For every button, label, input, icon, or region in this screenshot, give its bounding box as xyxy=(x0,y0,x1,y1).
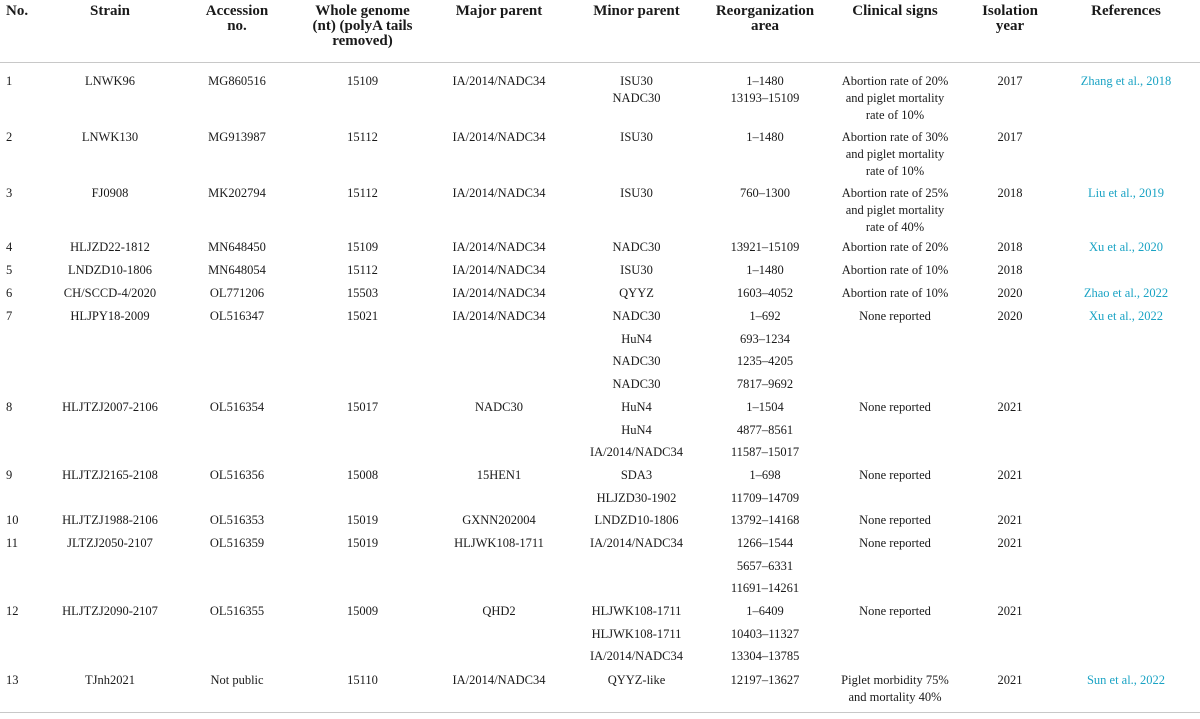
cell-line: and piglet mortality xyxy=(845,147,945,161)
header-line: Clinical signs xyxy=(852,3,938,19)
cell-minor xyxy=(573,512,700,529)
cell-line: SDA3 xyxy=(620,468,653,482)
cell-line: None reported xyxy=(859,468,931,482)
cell-major: IA/2014/NADC34 xyxy=(452,286,546,300)
cell-year: 2021 xyxy=(997,673,1023,687)
cell-genome: 15109 xyxy=(346,240,379,254)
cell-signs xyxy=(830,399,960,416)
header-line: no. xyxy=(227,18,247,34)
cell-line: 1–1504 xyxy=(746,400,784,414)
cell-line: 11709–14709 xyxy=(730,490,800,505)
cell-line: 1–698 xyxy=(749,468,781,482)
header-line: Accession xyxy=(205,3,269,19)
cell-area xyxy=(700,185,830,202)
cell-area xyxy=(700,73,830,107)
cell-area xyxy=(700,512,830,529)
cell-line: 13792–14168 xyxy=(730,513,800,527)
cell-signs xyxy=(830,73,960,124)
cell-line: 12197–13627 xyxy=(730,673,800,687)
cell-no: 3 xyxy=(6,186,13,200)
cell-line: 1–1480 xyxy=(746,74,784,88)
header-genome xyxy=(300,4,425,49)
cell-accession: OL516359 xyxy=(209,536,265,550)
cell-strain: LNWK96 xyxy=(85,74,135,88)
cell-line: ISU30 xyxy=(620,74,653,88)
cell-signs xyxy=(830,467,960,484)
header-line: removed) xyxy=(332,33,393,49)
cell-line: rate of 40% xyxy=(865,220,925,234)
cell-accession: OL516347 xyxy=(209,309,265,323)
cell-line: NADC30 xyxy=(612,376,661,391)
cell-strain: JLTZJ2050-2107 xyxy=(67,536,153,550)
cell-no: 7 xyxy=(6,309,13,323)
cell-no: 9 xyxy=(6,468,13,482)
cell-line: IA/2014/NADC34 xyxy=(589,649,684,664)
cell-year: 2018 xyxy=(997,186,1023,200)
header-no xyxy=(6,4,46,19)
cell-line: and piglet mortality xyxy=(845,203,945,217)
cell-line: 7817–9692 xyxy=(736,376,794,391)
header-line: Minor parent xyxy=(593,3,680,19)
cell-year: 2021 xyxy=(997,400,1023,414)
cell-line: HLJWK108-1711 xyxy=(591,604,682,618)
cell-line: QYYZ-like xyxy=(607,673,666,687)
cell-strain: FJ0908 xyxy=(91,186,129,200)
table-rule xyxy=(0,712,1200,713)
cell-year: 2017 xyxy=(997,130,1023,144)
cell-line: and mortality 40% xyxy=(848,690,942,704)
cell-year: 2017 xyxy=(997,74,1023,88)
cell-major: HLJWK108-1711 xyxy=(454,536,544,550)
cell-strain: HLJTZJ2090-2107 xyxy=(62,604,158,618)
cell-minor xyxy=(573,672,700,689)
header-line: year xyxy=(995,18,1025,34)
cell-minor xyxy=(573,239,700,256)
cell-line: Abortion rate of 10% xyxy=(841,263,949,277)
cell-accession: OL516353 xyxy=(209,513,265,527)
cell-accession: OL516354 xyxy=(209,400,265,414)
cell-year: 2021 xyxy=(997,513,1023,527)
cell-genome: 15009 xyxy=(346,604,379,618)
cell-year: 2020 xyxy=(997,286,1023,300)
cell-no: 8 xyxy=(6,400,13,414)
cell-line: 1–1480 xyxy=(746,263,784,277)
cell-minor xyxy=(573,603,700,671)
cell-no: 2 xyxy=(6,130,13,144)
header-signs xyxy=(830,4,960,19)
cell-line: NADC30 xyxy=(612,240,661,254)
cell-major: IA/2014/NADC34 xyxy=(452,130,546,144)
cell-signs xyxy=(830,308,960,325)
cell-line: NADC30 xyxy=(612,91,661,105)
cell-major: IA/2014/NADC34 xyxy=(452,263,546,277)
cell-area xyxy=(700,399,830,467)
cell-area xyxy=(700,672,830,689)
cell-year: 2021 xyxy=(997,536,1023,550)
cell-no: 12 xyxy=(6,604,19,618)
cell-signs xyxy=(830,129,960,180)
cell-accession: OL771206 xyxy=(209,286,265,300)
cell-line: rate of 10% xyxy=(865,164,925,178)
cell-area xyxy=(700,129,830,146)
header-minor xyxy=(573,4,700,19)
cell-major: IA/2014/NADC34 xyxy=(452,309,546,323)
header-line: Strain xyxy=(89,3,130,19)
cell-line: 760–1300 xyxy=(740,186,790,200)
cell-ref[interactable]: Zhao et al., 2022 xyxy=(1083,286,1169,300)
cell-genome: 15017 xyxy=(346,400,379,414)
cell-line: ISU30 xyxy=(620,263,653,277)
cell-no: 5 xyxy=(6,263,13,277)
cell-line: HuN4 xyxy=(621,331,652,346)
cell-line: 1–692 xyxy=(749,309,781,323)
cell-genome: 15112 xyxy=(347,263,378,277)
cell-accession: MG913987 xyxy=(208,130,266,144)
header-major xyxy=(425,4,573,19)
header-line: (nt) (polyA tails xyxy=(312,18,413,34)
cell-no: 6 xyxy=(6,286,13,300)
cell-accession: MN648450 xyxy=(208,240,266,254)
cell-major: IA/2014/NADC34 xyxy=(452,240,546,254)
cell-genome: 15008 xyxy=(346,468,379,482)
cell-major: 15HEN1 xyxy=(476,468,522,482)
cell-line: None reported xyxy=(859,400,931,414)
cell-area xyxy=(700,262,830,279)
cell-accession: OL516356 xyxy=(209,468,265,482)
cell-signs xyxy=(830,535,960,552)
cell-line: HLJWK108-1711 xyxy=(591,626,682,641)
cell-line: rate of 10% xyxy=(865,108,925,122)
cell-line: 13304–13785 xyxy=(730,649,800,664)
cell-signs xyxy=(830,185,960,236)
cell-strain: HLJPY18-2009 xyxy=(70,309,150,323)
cell-line: HLJZD30-1902 xyxy=(596,490,677,505)
cell-minor xyxy=(573,262,700,279)
cell-line: 13193–15109 xyxy=(730,91,800,105)
cell-accession: MG860516 xyxy=(208,74,266,88)
cell-strain: LNDZD10-1806 xyxy=(67,263,152,277)
cell-accession: OL516355 xyxy=(209,604,265,618)
cell-strain: HLJZD22-1812 xyxy=(70,240,150,254)
cell-line: None reported xyxy=(859,536,931,550)
cell-area xyxy=(700,308,830,398)
cell-line: Abortion rate of 30% xyxy=(841,130,949,144)
cell-genome: 15112 xyxy=(347,186,378,200)
cell-line: 1–1480 xyxy=(746,130,784,144)
cell-strain: LNWK130 xyxy=(81,130,139,144)
cell-line: 1235–4205 xyxy=(736,354,794,369)
header-strain xyxy=(46,4,174,19)
cell-line: 1–6409 xyxy=(746,604,784,618)
cell-area xyxy=(700,535,830,603)
cell-line: None reported xyxy=(859,309,931,323)
cell-major: IA/2014/NADC34 xyxy=(452,673,546,687)
cell-line: Abortion rate of 10% xyxy=(841,286,949,300)
cell-line: 13921–15109 xyxy=(730,240,800,254)
cell-line: Abortion rate of 20% xyxy=(841,240,949,254)
cell-line: 1603–4052 xyxy=(736,286,794,300)
cell-accession: MN648054 xyxy=(208,263,266,277)
cell-line: Piglet morbidity 75% xyxy=(841,673,949,687)
cell-line: IA/2014/NADC34 xyxy=(589,536,684,550)
cell-no: 10 xyxy=(6,513,19,527)
cell-genome: 15110 xyxy=(347,673,378,687)
cell-strain: CH/SCCD-4/2020 xyxy=(63,286,157,300)
cell-year: 2018 xyxy=(997,263,1023,277)
cell-genome: 15021 xyxy=(346,309,379,323)
cell-accession: MK202794 xyxy=(208,186,266,200)
cell-no: 11 xyxy=(6,536,19,550)
header-accession xyxy=(174,4,300,34)
cell-line: NADC30 xyxy=(612,354,661,369)
cell-year: 2018 xyxy=(997,240,1023,254)
cell-area xyxy=(700,239,830,256)
cell-line: 10403–11327 xyxy=(730,626,800,641)
header-line: Isolation xyxy=(982,3,1038,19)
cell-line: None reported xyxy=(859,604,931,618)
cell-no: 4 xyxy=(6,240,13,254)
cell-line: ISU30 xyxy=(620,130,653,144)
cell-minor xyxy=(573,399,700,467)
cell-signs xyxy=(830,603,960,620)
cell-ref[interactable]: Xu et al., 2022 xyxy=(1089,309,1163,323)
cell-line: 693–1234 xyxy=(740,331,790,346)
cell-minor xyxy=(573,535,700,552)
cell-line: 11587–15017 xyxy=(730,445,800,460)
cell-line: and piglet mortality xyxy=(845,91,945,105)
cell-genome: 15019 xyxy=(346,513,379,527)
header-line: No. xyxy=(6,3,29,19)
cell-year: 2020 xyxy=(997,309,1023,323)
cell-no: 1 xyxy=(6,74,13,88)
header-area xyxy=(700,4,830,34)
cell-major: IA/2014/NADC34 xyxy=(452,186,546,200)
cell-genome: 15019 xyxy=(346,536,379,550)
cell-line: HuN4 xyxy=(621,422,652,437)
cell-major: GXNN202004 xyxy=(462,513,536,527)
cell-year: 2021 xyxy=(997,468,1023,482)
cell-line: None reported xyxy=(859,513,931,527)
cell-area xyxy=(700,467,830,512)
cell-line: IA/2014/NADC34 xyxy=(589,445,684,460)
header-line: References xyxy=(1091,3,1161,19)
header-line: Major parent xyxy=(455,3,543,19)
cell-genome: 15109 xyxy=(346,74,379,88)
cell-ref[interactable]: Zhang et al., 2018 xyxy=(1080,74,1172,88)
cell-line: LNDZD10-1806 xyxy=(594,513,679,527)
cell-genome: 15112 xyxy=(347,130,378,144)
table-rule xyxy=(0,62,1200,63)
header-line: Whole genome xyxy=(315,3,410,19)
cell-minor xyxy=(573,308,700,398)
cell-line: 11691–14261 xyxy=(730,581,800,596)
cell-minor xyxy=(573,467,700,512)
cell-major: NADC30 xyxy=(475,400,523,414)
cell-no: 13 xyxy=(6,673,19,687)
cell-signs xyxy=(830,285,960,302)
cell-line: 1266–1544 xyxy=(736,536,794,550)
cell-signs xyxy=(830,672,960,706)
cell-minor xyxy=(573,285,700,302)
cell-line: 4877–8561 xyxy=(736,422,794,437)
cell-minor xyxy=(573,129,700,146)
cell-strain: HLJTZJ2007-2106 xyxy=(62,400,158,414)
cell-minor xyxy=(573,73,700,107)
cell-ref[interactable]: Liu et al., 2019 xyxy=(1087,186,1165,200)
cell-line: 5657–6331 xyxy=(736,558,794,573)
cell-strain: TJnh2021 xyxy=(85,673,135,687)
cell-ref[interactable]: Sun et al., 2022 xyxy=(1086,673,1166,687)
cell-minor xyxy=(573,185,700,202)
header-line: Reorganization xyxy=(715,3,815,19)
cell-area xyxy=(700,603,830,671)
cell-signs xyxy=(830,239,960,256)
cell-signs xyxy=(830,512,960,529)
cell-year: 2021 xyxy=(997,604,1023,618)
header-line: area xyxy=(750,18,780,34)
cell-strain: HLJTZJ1988-2106 xyxy=(62,513,158,527)
cell-ref[interactable]: Xu et al., 2020 xyxy=(1089,240,1163,254)
cell-line: Abortion rate of 25% xyxy=(841,186,949,200)
cell-major: QHD2 xyxy=(482,604,516,618)
cell-accession: Not public xyxy=(210,673,264,687)
header-year xyxy=(960,4,1060,34)
cell-line: HuN4 xyxy=(621,400,652,414)
header-ref xyxy=(1060,4,1192,19)
cell-major: IA/2014/NADC34 xyxy=(452,74,546,88)
cell-signs xyxy=(830,262,960,279)
cell-line: QYYZ xyxy=(619,286,654,300)
cell-line: Abortion rate of 20% xyxy=(841,74,949,88)
cell-genome: 15503 xyxy=(346,286,379,300)
cell-line: NADC30 xyxy=(612,309,661,323)
cell-area xyxy=(700,285,830,302)
cell-line: ISU30 xyxy=(620,186,653,200)
cell-strain: HLJTZJ2165-2108 xyxy=(62,468,158,482)
